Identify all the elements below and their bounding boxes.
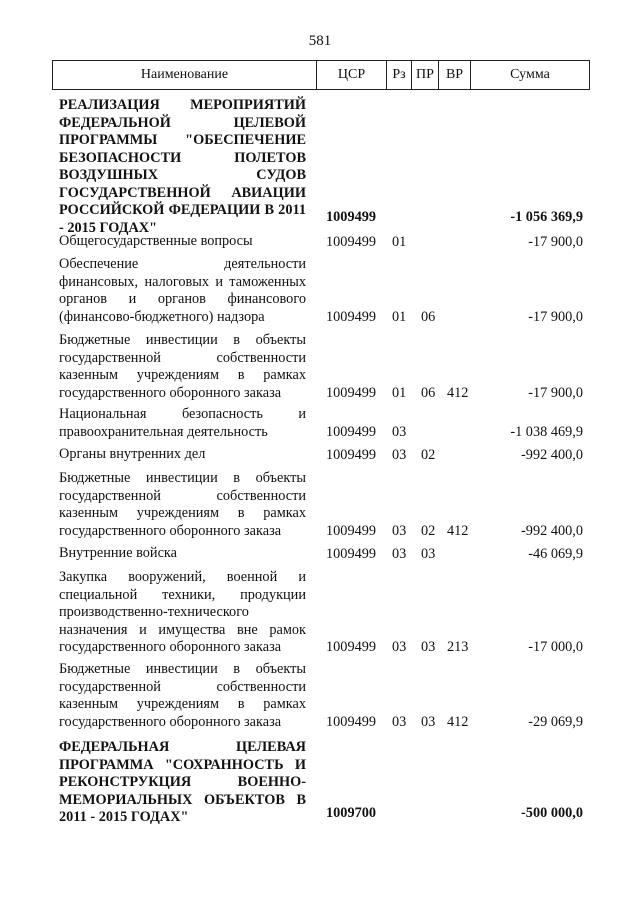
header-vr: ВР	[445, 67, 464, 82]
row-csr: 1009499	[326, 308, 377, 325]
row-vr: 213	[447, 638, 469, 655]
row-pr: 02	[421, 522, 436, 539]
row-pr: 06	[421, 384, 436, 401]
row-csr: 1009499	[326, 384, 377, 401]
row-csr: 1009499	[326, 446, 377, 463]
row-pr: 03	[421, 545, 436, 562]
row-csr: 1009499	[326, 423, 377, 440]
row-pr: 03	[421, 638, 436, 655]
row-csr: 1009499	[326, 522, 377, 539]
row-rz: 03	[392, 713, 407, 730]
row-rz: 03	[392, 423, 407, 440]
table-row	[0, 233, 640, 251]
row-csr: 1009700	[326, 804, 377, 821]
row-pr: 02	[421, 446, 436, 463]
row-name: Общегосударственные вопросы	[59, 233, 253, 249]
row-rz: 03	[392, 446, 407, 463]
row-name: Внутренние войска	[59, 545, 177, 561]
row-csr: 1009499	[326, 638, 377, 655]
row-vr: 412	[447, 384, 469, 401]
table-row	[0, 332, 640, 402]
table-row	[0, 569, 640, 656]
row-sum: -500 000,0	[521, 804, 583, 821]
row-sum: -46 069,9	[528, 545, 583, 562]
table-row	[0, 661, 640, 731]
row-name: Бюджетные инвестиции в объекты государственной собственности казенным учреждениям в рамках государственного оборонного заказа	[59, 470, 306, 539]
row-sum: -1 038 469,9	[510, 423, 583, 440]
header-sum: Сумма	[510, 67, 550, 82]
table-row	[0, 446, 640, 464]
row-name: Бюджетные инвестиции в объекты государственной собственности казенным учреждениям в рамках государственного оборонного заказа	[59, 661, 306, 730]
header-name: Наименование	[140, 67, 229, 82]
row-name: ФЕДЕРАЛЬНАЯ ЦЕЛЕВАЯ ПРОГРАММА "СОХРАННОСТЬ И РЕКОНСТРУКЦИЯ ВОЕННО-МЕМОРИАЛЬНЫХ ОБЪЕКТОВ В 2011 - 2015 ГОДАХ"	[59, 739, 306, 825]
row-sum: -17 900,0	[528, 308, 583, 325]
table-row	[0, 470, 640, 540]
row-rz: 03	[392, 545, 407, 562]
row-rz: 01	[392, 384, 407, 401]
table-row	[0, 545, 640, 563]
row-name: Обеспечение деятельности финансовых, налоговых и таможенных органов и органов финансового (финансово-бюджетного) надзора	[59, 256, 306, 325]
row-sum: -992 400,0	[521, 446, 583, 463]
row-sum: -17 900,0	[528, 233, 583, 250]
row-rz: 03	[392, 638, 407, 655]
header-pr: ПР	[416, 67, 434, 82]
row-name: РЕАЛИЗАЦИЯ МЕРОПРИЯТИЙ ФЕДЕРАЛЬНОЙ ЦЕЛЕВОЙ ПРОГРАММЫ "ОБЕСПЕЧЕНИЕ БЕЗОПАСНОСТИ ПОЛЕТОВ ВОЗДУШНЫХ СУДОВ ГОСУДАРСТВЕННОЙ АВИАЦИИ РОССИЙСКОЙ ФЕДЕРАЦИИ В 2011 - 2015 ГОДАХ"	[59, 97, 306, 236]
row-pr: 06	[421, 308, 436, 325]
table-row	[0, 97, 640, 236]
row-rz: 01	[392, 308, 407, 325]
row-sum: -992 400,0	[521, 522, 583, 539]
row-name: Бюджетные инвестиции в объекты государственной собственности казенным учреждениям в рамках государственного оборонного заказа	[59, 332, 306, 401]
table-row	[0, 739, 640, 825]
row-sum: -17 000,0	[528, 638, 583, 655]
row-rz: 01	[392, 233, 407, 250]
row-csr: 1009499	[326, 713, 377, 730]
row-sum: -17 900,0	[528, 384, 583, 401]
page-number: 581	[308, 33, 332, 49]
row-sum: -29 069,9	[528, 713, 583, 730]
table-row	[0, 256, 640, 326]
row-csr: 1009499	[326, 545, 377, 562]
row-csr: 1009499	[326, 233, 377, 250]
header-rz: Рз	[392, 67, 406, 82]
row-name: Закупка вооружений, военной и специальной техники, продукции производственно-технического назначения и имущества вне рамок государственного оборонного заказа	[59, 569, 306, 655]
table-header	[52, 60, 590, 90]
row-pr: 03	[421, 713, 436, 730]
table-row	[0, 406, 640, 441]
header-csr: ЦСР	[337, 67, 366, 82]
row-sum: -1 056 369,9	[510, 208, 583, 225]
row-vr: 412	[447, 522, 469, 539]
row-rz: 03	[392, 522, 407, 539]
row-name: Национальная безопасность и правоохранительная деятельность	[59, 406, 306, 440]
row-csr: 1009499	[326, 208, 377, 225]
row-vr: 412	[447, 713, 469, 730]
row-name: Органы внутренних дел	[59, 446, 206, 462]
